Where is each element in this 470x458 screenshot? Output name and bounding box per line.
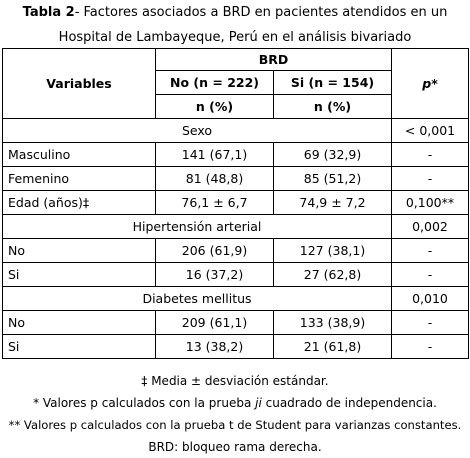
row-label: Si <box>3 263 156 287</box>
cell-p: - <box>392 143 469 167</box>
section-p: 0,010 <box>392 287 469 311</box>
cell-no: 141 (67,1) <box>156 143 274 167</box>
cell-p: - <box>392 335 469 359</box>
cell-no: 76,1 ± 6,7 <box>156 191 274 215</box>
cell-p: - <box>392 167 469 191</box>
table-row <box>3 239 469 263</box>
cell-no: 206 (61,9) <box>156 239 274 263</box>
table-row <box>3 311 469 335</box>
table-row <box>3 263 469 287</box>
footnote-chi-square <box>0 392 470 414</box>
cell-p: - <box>392 239 469 263</box>
cell-p: 0,100** <box>392 191 469 215</box>
section-title: Diabetes mellitus <box>3 287 392 311</box>
section-p: 0,002 <box>392 215 469 239</box>
footnote-t-student: ** Valores p calculados con la prueba t de Student para varianzas constantes. <box>8 418 462 432</box>
header-n-pct-si: n (%) <box>274 95 392 119</box>
cell-si: 69 (32,9) <box>274 143 392 167</box>
table-row <box>3 167 469 191</box>
row-label: No <box>3 311 156 335</box>
cell-si: 85 (51,2) <box>274 167 392 191</box>
section-row-diabetes <box>3 287 469 311</box>
header-row-1 <box>3 49 469 71</box>
footnote-mean-sd: ‡ Media ± desviación estándar. <box>141 374 329 388</box>
cell-si: 74,9 ± 7,2 <box>274 191 392 215</box>
cell-no: 81 (48,8) <box>156 167 274 191</box>
table-row <box>3 143 469 167</box>
header-no-group: No (n = 222) <box>156 71 274 95</box>
header-brd: BRD <box>156 49 392 71</box>
row-label: Masculino <box>3 143 156 167</box>
footnote-text: cuadrado de independencia. <box>261 396 437 410</box>
cell-si: 21 (61,8) <box>274 335 392 359</box>
row-label: No <box>3 239 156 263</box>
cell-si: 27 (62,8) <box>274 263 392 287</box>
cell-p: - <box>392 263 469 287</box>
table-row <box>3 191 469 215</box>
header-si-group: Si (n = 154) <box>274 71 392 95</box>
cell-no: 13 (38,2) <box>156 335 274 359</box>
cell-no: 16 (37,2) <box>156 263 274 287</box>
cell-si: 133 (38,9) <box>274 311 392 335</box>
header-n-pct-no: n (%) <box>156 95 274 119</box>
section-row-sexo <box>3 119 469 143</box>
footnote-ji: ji <box>255 396 262 410</box>
table-row <box>3 335 469 359</box>
section-row-hipertension <box>3 215 469 239</box>
row-label: Femenino <box>3 167 156 191</box>
cell-si: 127 (38,1) <box>274 239 392 263</box>
results-table <box>2 48 469 359</box>
header-variables: Variables <box>3 49 156 119</box>
caption-line-2: Hospital de Lambayeque, Perú en el análisis bivariado <box>58 30 412 45</box>
cell-no: 209 (61,1) <box>156 311 274 335</box>
caption-text-1: - Factores asociados a BRD en pacientes atendidos en un <box>74 5 448 20</box>
row-label: Si <box>3 335 156 359</box>
caption-line-1 <box>0 0 470 25</box>
footnote-brd: BRD: bloqueo rama derecha. <box>148 440 322 454</box>
cell-p: - <box>392 311 469 335</box>
caption-label: Tabla 2 <box>22 5 75 20</box>
section-title: Hipertensión arterial <box>3 215 392 239</box>
section-p: < 0,001 <box>392 119 469 143</box>
header-p: p* <box>392 49 469 119</box>
table-footnotes <box>0 370 470 458</box>
section-title: Sexo <box>3 119 392 143</box>
row-label: Edad (años)‡ <box>3 191 156 215</box>
footnote-text: * Valores p calculados con la prueba <box>33 396 256 410</box>
table-caption <box>0 0 470 50</box>
